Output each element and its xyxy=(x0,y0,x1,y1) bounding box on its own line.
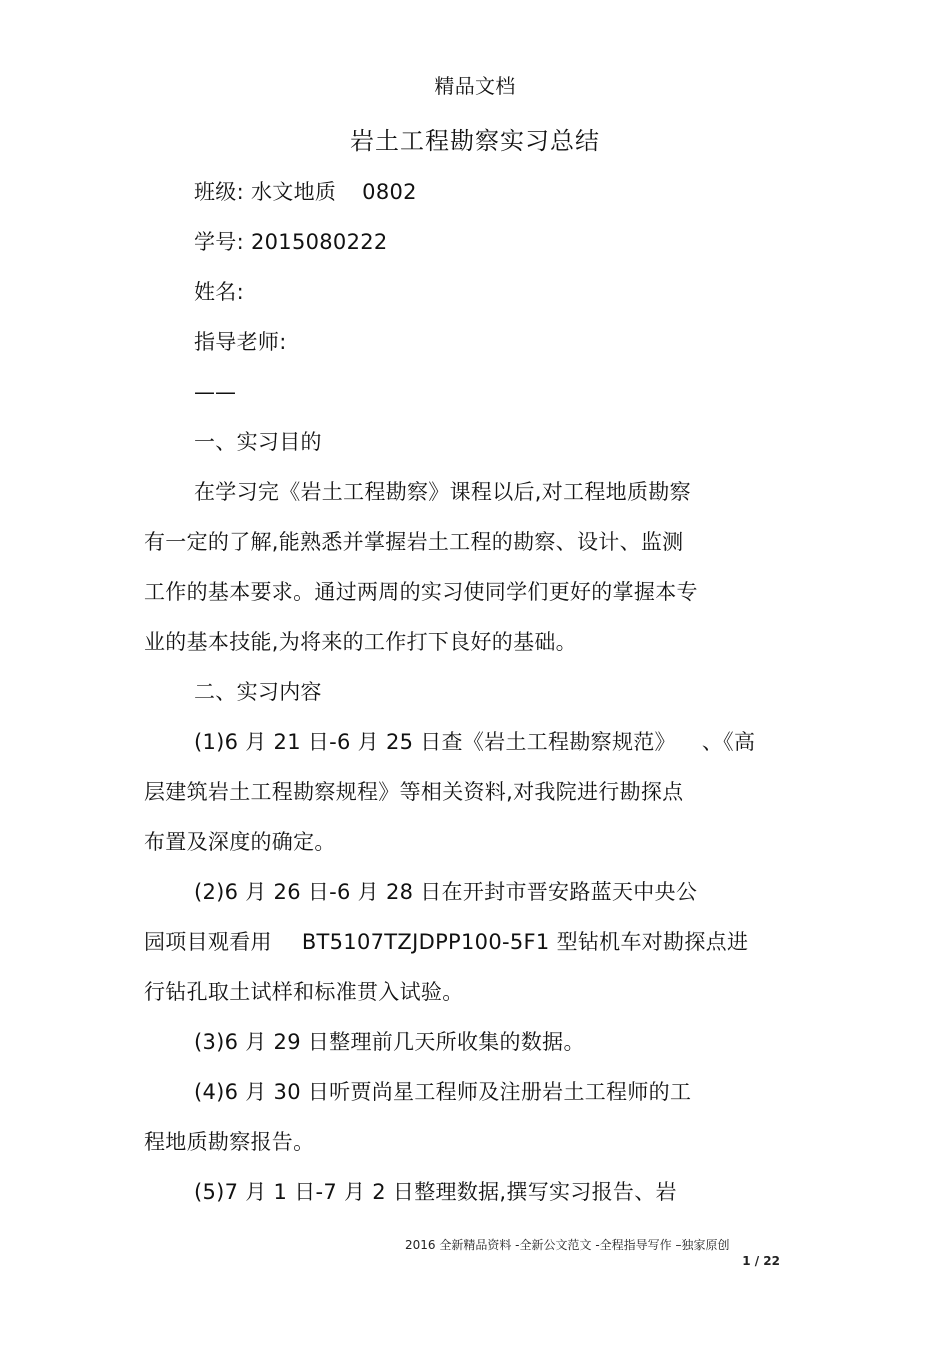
item2-text: 园项目观看用 xyxy=(144,930,272,954)
rig-model: BT5107TZJDPP100 xyxy=(301,930,502,954)
list-item-line xyxy=(144,928,748,956)
class-label: 班级: xyxy=(194,180,244,204)
paragraph-line: 有一定的了解,能熟悉并掌握岩土工程的勘察、设计、监测 xyxy=(144,530,684,554)
paragraph-line: 业的基本技能,为将来的工作打下良好的基础。 xyxy=(144,630,577,654)
section-heading-content: 二、实习内容 xyxy=(194,680,322,704)
name-label: 姓名: xyxy=(194,280,244,304)
list-item-line: (2)6 月 26 日-6 月 28 日在开封市晋安路蓝天中央公 xyxy=(194,880,698,904)
class-line xyxy=(194,178,417,206)
paragraph-line: 工作的基本要求。通过两周的实习使同学们更好的掌握本专 xyxy=(144,580,698,604)
document-title: 岩土工程勘察实习总结 xyxy=(350,127,600,155)
list-item-line xyxy=(194,728,755,756)
list-item-line: (4)6 月 30 日听贾尚星工程师及注册岩土工程师的工 xyxy=(194,1080,692,1104)
list-item-line: (3)6 月 29 日整理前几天所收集的数据。 xyxy=(194,1030,585,1054)
class-code: 0802 xyxy=(362,180,417,204)
section-heading-purpose: 一、实习目的 xyxy=(194,430,322,454)
page-header: 精品文档 xyxy=(434,74,516,98)
list-item-line: (5)7 月 1 日-7 月 2 日整理数据,撰写实习报告、岩 xyxy=(194,1180,677,1204)
item2-text-cont: 型钻机车对勘探点进 xyxy=(556,930,749,954)
student-id-label: 学号: xyxy=(194,230,244,254)
student-id-value: 2015080222 xyxy=(250,230,388,254)
list-item-line: 层建筑岩土工程勘察规程》等相关资料,对我院进行勘探点 xyxy=(144,780,684,804)
student-id-line xyxy=(194,228,388,256)
page-number: 1 / 22 xyxy=(742,1254,780,1268)
list-item-line: 程地质勘察报告。 xyxy=(144,1130,315,1154)
separator-line: —— xyxy=(194,380,236,404)
list-item-line: 布置及深度的确定。 xyxy=(144,830,336,854)
rig-model-suffix: -5F1 xyxy=(501,930,550,954)
page-footer: 2016 全新精品资料 -全新公文范文 -全程指导写作 –独家原创 xyxy=(405,1238,730,1252)
advisor-label: 指导老师: xyxy=(194,330,287,354)
item1-text: (1)6 月 21 日-6 月 25 日查《岩土工程勘察规范》 xyxy=(194,730,676,754)
list-item-line: 行钻孔取土试样和标准贯入试验。 xyxy=(144,980,464,1004)
item1-text-cont: 、《高 xyxy=(701,730,756,754)
paragraph-line: 在学习完《岩土工程勘察》课程以后,对工程地质勘察 xyxy=(194,480,691,504)
class-value: 水文地质 xyxy=(250,180,337,204)
